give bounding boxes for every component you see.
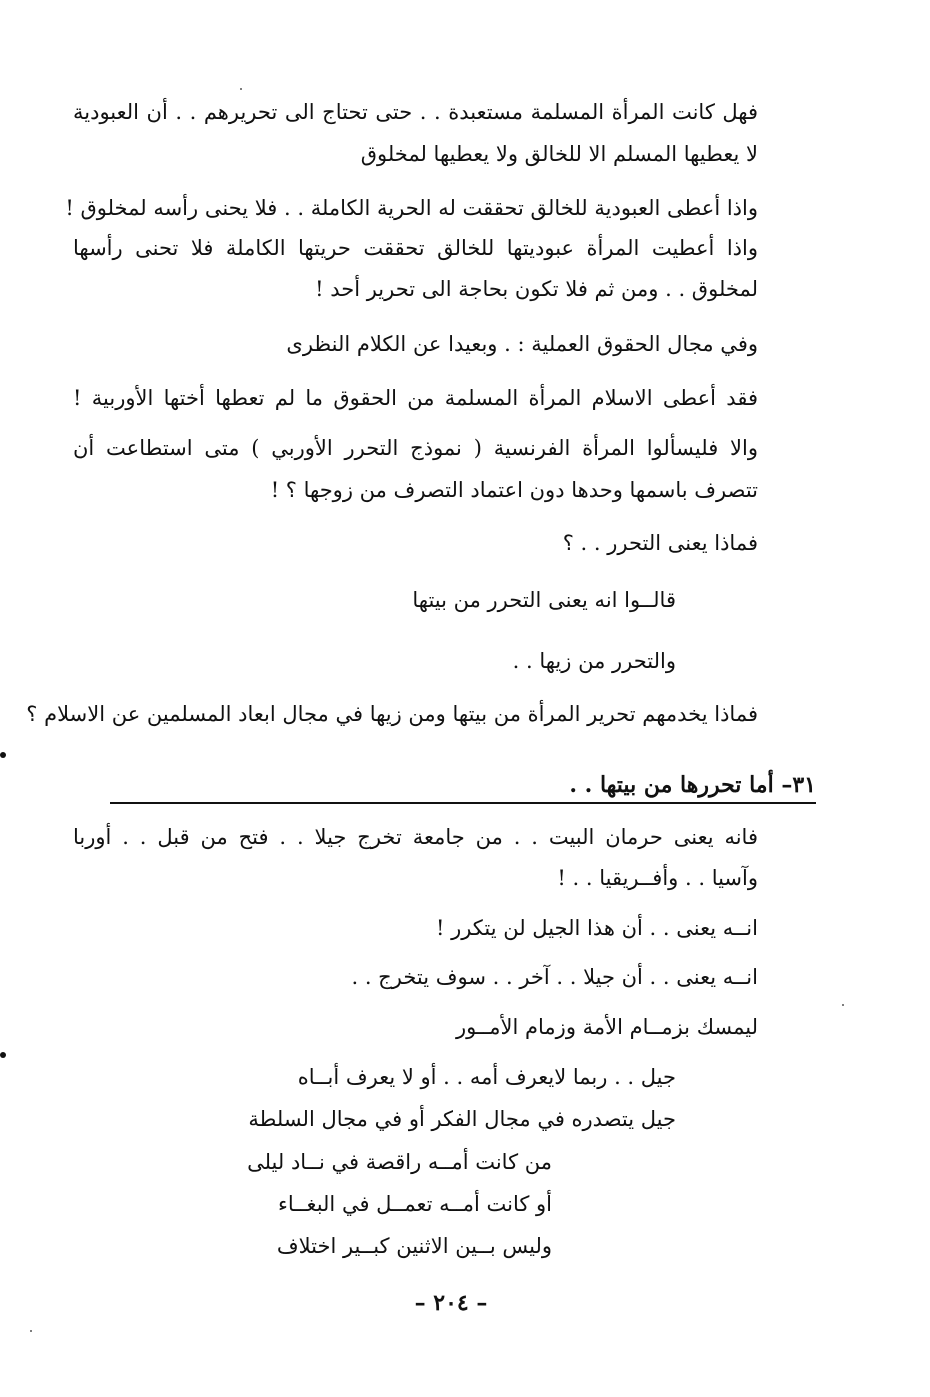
section-paragraph-2-line-1: انــه يعنى . . أن هذا الجيل لن يتكرر ! bbox=[435, 916, 758, 940]
paragraph-2-line-1: واذا أعطى العبودية للخالق تحققت له الحرية الكاملة . . فلا يحنى رأسه لمخلوق ! bbox=[65, 196, 758, 220]
paragraph-2-line-2: واذا أعطيت المرأة عبوديتها للخالق تحققت حريتها الكاملة فلا تحنى رأسها bbox=[73, 236, 758, 260]
scan-speck bbox=[240, 88, 242, 90]
section-paragraph-1-line-1: فانه يعنى حرمان البيت . . من جامعة تخرج جيلا . . فتح من قبل . . أوربا bbox=[73, 825, 758, 849]
scan-edge-mark bbox=[0, 1052, 6, 1058]
verse-line-3: من كانت أمــه راقصة في نــاد ليلى bbox=[247, 1150, 552, 1174]
verse-line-1: جيل . . ربما لايعرف أمه . . أو لا يعرف أبــاه bbox=[297, 1065, 676, 1089]
paragraph-5-line-2: تتصرف باسمها وحدها دون اعتماد التصرف من زوجها ؟ ! bbox=[270, 478, 758, 502]
scan-speck bbox=[30, 1330, 32, 1332]
verse-line-5: وليس بــين الاثنين كبــير اختلاف bbox=[276, 1234, 552, 1258]
scan-speck bbox=[842, 1004, 844, 1006]
quote-line-2: والتحرر من زيها . . bbox=[512, 649, 676, 673]
section-paragraph-4-line-1: ليمسك بزمــام الأمة وزمام الأمــور bbox=[456, 1015, 758, 1039]
section-paragraph-3-line-1: انــه يعنى . . أن جيلا . . آخر . . سوف يتخرج . . bbox=[351, 965, 758, 989]
page-number: – ٢٠٤ – bbox=[414, 1290, 488, 1316]
paragraph-3-line-1: وفي مجال الحقوق العملية : . وبعيدا عن الكلام النظرى bbox=[286, 332, 758, 356]
paragraph-5-line-1: والا فليسألوا المرأة الفرنسية ( نموذج التحرر الأوربي ) متى استطاعت أن bbox=[73, 436, 758, 460]
section-heading: ٣١– أما تحررها من بيتها . . bbox=[110, 770, 816, 804]
paragraph-6-line-1: فماذا يعنى التحرر . . ؟ bbox=[562, 531, 758, 555]
verse-line-4: أو كانت أمــه تعمــل في البغــاء bbox=[277, 1192, 552, 1216]
paragraph-1-line-1: فهل كانت المرأة المسلمة مستعبدة . . حتى تحتاج الى تحريرهم . . أن العبودية bbox=[73, 100, 758, 124]
paragraph-1-line-2: لا يعطيها المسلم الا للخالق ولا يعطيها لمخلوق bbox=[360, 142, 758, 166]
section-paragraph-1-line-2: وآسيا . . وأفــريقيا . . ! bbox=[557, 866, 758, 890]
verse-line-2: جيل يتصدره في مجال الفكر أو في مجال السلطة bbox=[248, 1107, 676, 1131]
paragraph-4-line-1: فقد أعطى الاسلام المرأة المسلمة من الحقوق ما لم تعطها أختها الأوربية ! bbox=[73, 386, 758, 410]
scan-edge-mark bbox=[0, 752, 6, 758]
paragraph-2-line-3: لمخلوق . . ومن ثم فلا تكون بحاجة الى تحرير أحد ! bbox=[315, 277, 758, 301]
paragraph-7-line-1: فماذا يخدمهم تحرير المرأة من بيتها ومن زيها في مجال ابعاد المسلمين عن الاسلام ؟ bbox=[26, 702, 758, 726]
quote-line-1: قالــوا انه يعنى التحرر من بيتها bbox=[412, 588, 676, 612]
